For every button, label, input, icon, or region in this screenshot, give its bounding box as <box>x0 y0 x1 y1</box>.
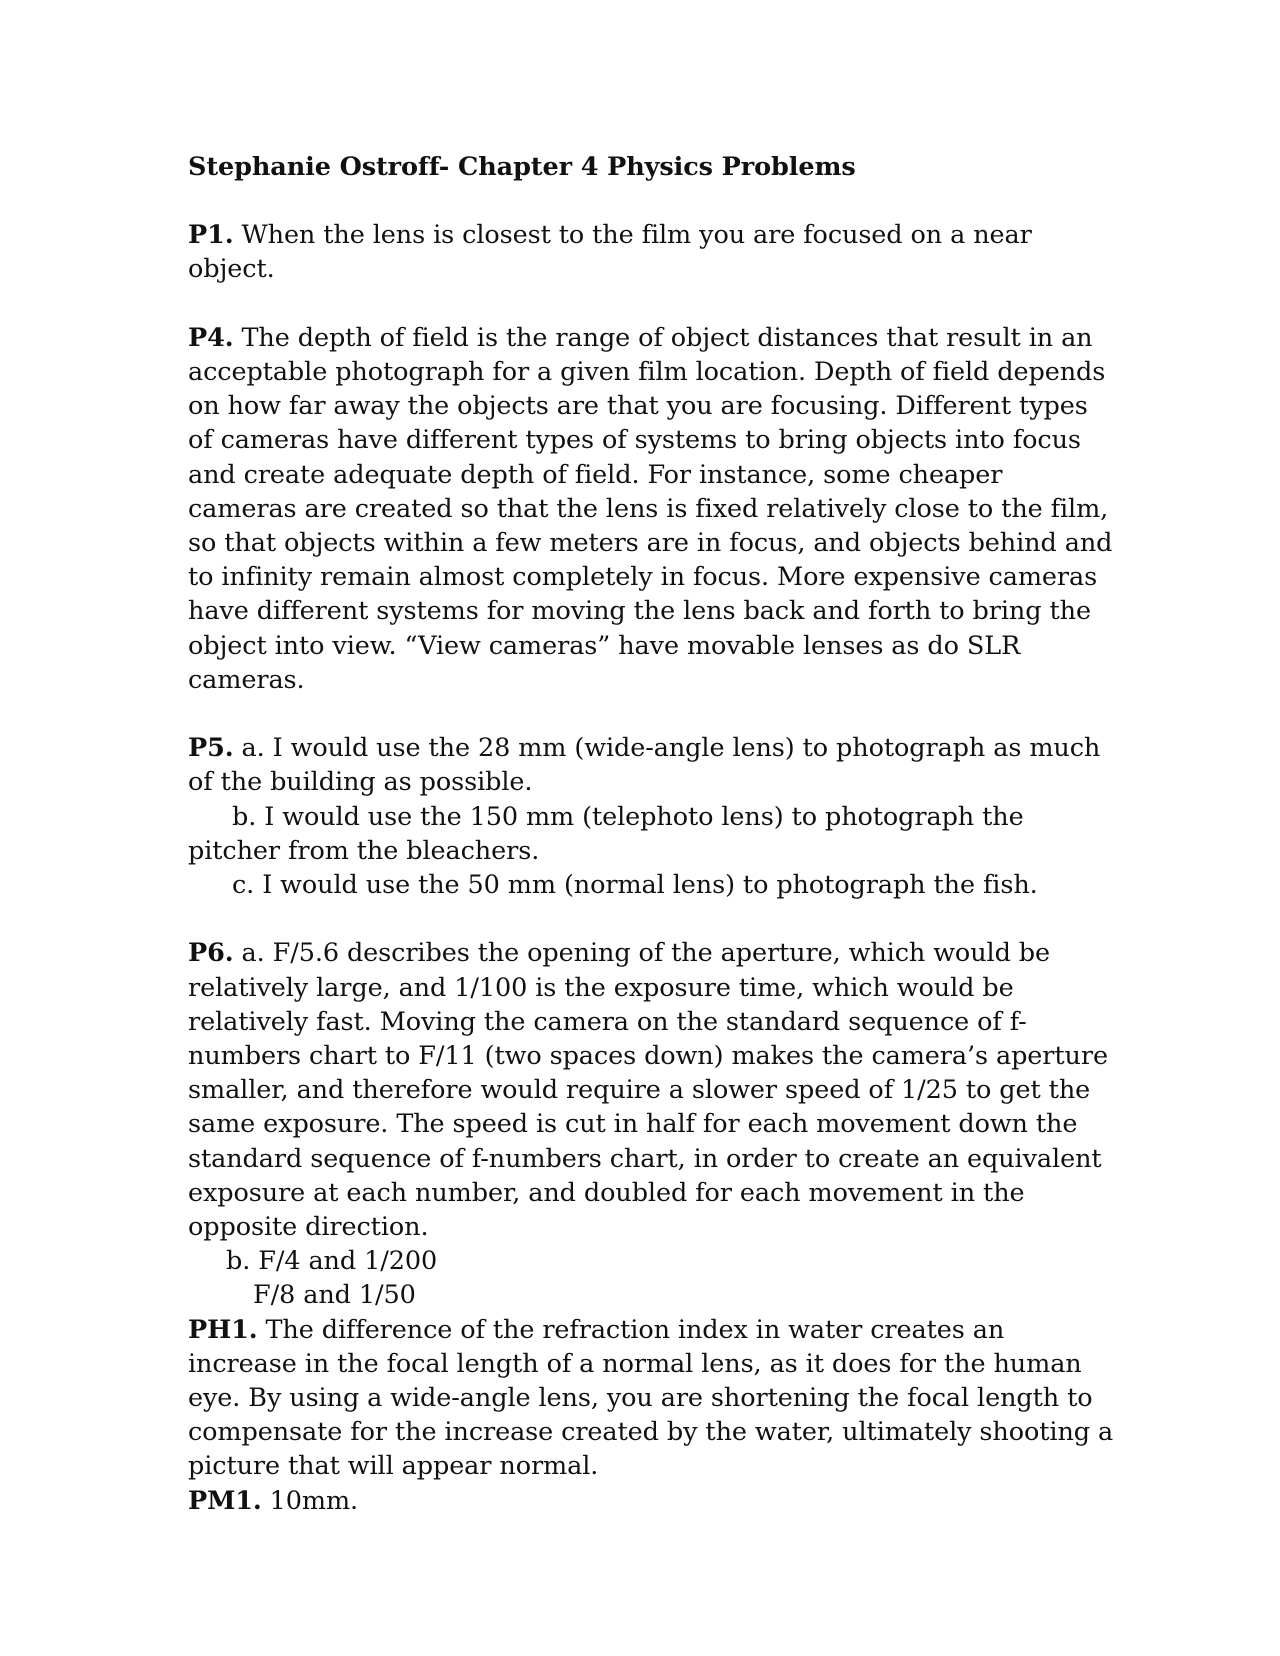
answer-ph1-text: The difference of the refraction index in water creates an increase in the focal length of a normal lens, as it does for the human eye. By using a wide-angle lens, you are shortening the focal length to compensate for the increase created by the water, ultimately shooting a picture that will appear normal. <box>188 1314 1114 1482</box>
answer-p5-a: a. I would use the 28 mm (wide-angle lens) to photograph as much of the building as possible. <box>188 733 1101 798</box>
answer-pm1-text: 10mm. <box>261 1485 359 1516</box>
answer-p6 <box>188 936 1118 1244</box>
answer-p1 <box>188 218 1118 286</box>
spacer <box>188 697 1118 731</box>
document-title: Stephanie Ostroff- Chapter 4 Physics Problems <box>188 152 856 182</box>
answer-pm1-label: PM1. <box>188 1485 262 1516</box>
answer-p4-label: P4. <box>188 322 234 353</box>
spacer <box>188 287 1118 321</box>
answer-p6-a: a. F/5.6 describes the opening of the aperture, which would be relatively large, and 1/100 is the exposure time, which would be relatively fast. Moving the camera on the standard sequence of f-numbers chart to F/11 (two spaces down) makes the camera’s aperture smaller, and therefore would require a slower speed of 1/25 to get the same exposure. The speed is cut in half for each movement down the standard sequence of f-numbers chart, in order to create an equivalent exposure at each number, and doubled for each movement in the opposite direction. <box>188 938 1108 1243</box>
answer-p4-text: The depth of field is the range of object distances that result in an acceptable photograph for a given film location. Depth of field depends on how far away the objects are that you are focusing. Different types of cameras have different types of systems to bring objects into focus and create adequate depth of field. For instance, some cheaper cameras are created so that the lens is fixed relatively close to the film, so that objects within a few meters are in focus, and objects behind and to infinity remain almost completely in focus. More expensive cameras have different systems for moving the lens back and forth to bring the object into view. “View cameras” have movable lenses as do SLR cameras. <box>188 322 1113 695</box>
answer-p5 <box>188 731 1118 799</box>
answer-p1-text: When the lens is closest to the film you are focused on a near object. <box>188 220 1032 285</box>
document-page <box>188 150 1118 1518</box>
answer-p5-label: P5. <box>188 733 234 764</box>
answer-p1-label: P1. <box>188 220 234 251</box>
answer-p6-label: P6. <box>188 938 234 969</box>
answer-p4 <box>188 321 1118 697</box>
answer-pm1 <box>188 1484 1118 1518</box>
answer-p5-c: c. I would use the 50 mm (normal lens) to photograph the fish. <box>232 870 1038 901</box>
answer-p6-b1: b. F/4 and 1/200 <box>226 1246 438 1277</box>
answer-p5-b-rest: pitcher from the bleachers. <box>188 835 540 866</box>
answer-ph1 <box>188 1313 1118 1484</box>
answer-ph1-label: PH1. <box>188 1314 258 1345</box>
answer-p5-b-first: b. I would use the 150 mm (telephoto lens) to photograph the <box>232 801 1024 832</box>
spacer <box>188 902 1118 936</box>
answer-p6-b2: F/8 and 1/50 <box>253 1280 416 1311</box>
